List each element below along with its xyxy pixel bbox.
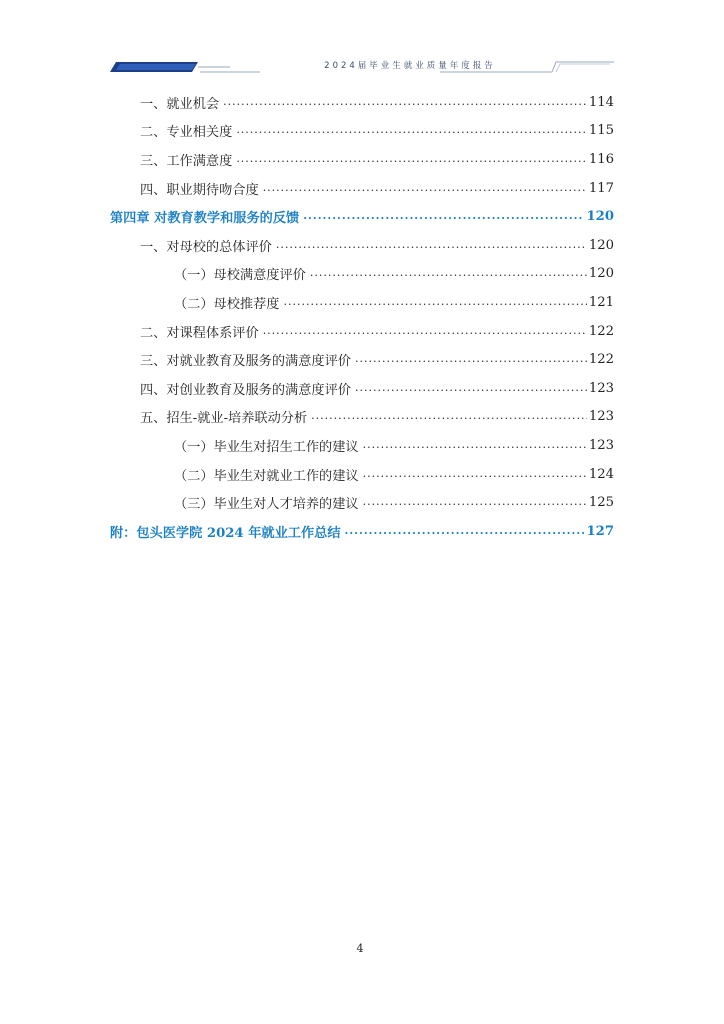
toc-entry-title: （一）毕业生对招生工作的建议 [174,439,359,455]
toc-chapter-entry[interactable] [110,202,614,230]
toc-page-number: 123 [588,437,614,453]
toc-page-number: 124 [588,466,614,482]
toc-entry-title: 二、对课程体系评价 [140,325,259,341]
toc-subentry[interactable] [174,259,614,287]
toc-entry-title: （三）毕业生对人才培养的建议 [174,496,359,512]
toc-page-number: 120 [588,237,614,253]
toc-page-number: 123 [588,380,614,396]
toc-leader-dots [263,323,587,339]
toc-leader-dots [263,180,587,196]
header-title: 2024届毕业生就业质量年度报告 [324,61,496,71]
toc-subentry[interactable] [174,460,614,488]
toc-entry[interactable] [140,116,614,144]
toc-entry-title: 四、职业期待吻合度 [140,182,259,198]
toc-entry-title: （一）母校满意度评价 [174,267,306,283]
toc-entry[interactable] [140,88,614,116]
page-header [110,56,614,78]
toc-subentry[interactable] [174,431,614,459]
toc-subentry[interactable] [174,488,614,516]
toc-entry[interactable] [140,374,614,402]
toc-entry-title: 附：包头医学院 2024 年就业工作总结 [110,525,341,541]
toc-page-number: 116 [588,151,614,167]
toc-entry-title: （二）母校推荐度 [174,296,280,312]
toc-page-number: 114 [588,94,614,110]
toc-page-number: 122 [588,351,614,367]
toc-page-number: 121 [588,294,614,310]
toc-entry-title: 三、工作满意度 [140,153,233,169]
toc-subentry[interactable] [174,288,614,316]
toc-leader-dots [363,466,587,482]
toc-entry[interactable] [140,231,614,259]
toc-leader-dots [363,494,587,510]
toc-entry[interactable] [140,145,614,173]
toc-entry-title: 三、对就业教育及服务的满意度评价 [140,353,351,369]
toc-leader-dots [310,265,587,281]
toc-page-number: 125 [588,494,614,510]
toc-leader-dots [303,208,584,224]
toc-leader-dots [355,351,587,367]
toc-entry-title: 五、招生-就业-培养联动分析 [140,410,308,426]
toc-entry[interactable] [140,345,614,373]
toc-entry[interactable] [140,174,614,202]
toc-page-number: 120 [588,265,614,281]
toc-entry-title: 四、对创业教育及服务的满意度评价 [140,382,351,398]
toc-entry-title: 一、对母校的总体评价 [140,239,272,255]
toc-entry-title: 一、就业机会 [140,96,220,112]
toc-entry-title: 二、专业相关度 [140,124,233,140]
toc-page-number: 117 [588,180,614,196]
toc-leader-dots [345,523,585,539]
toc-leader-dots [276,237,587,253]
toc-entry[interactable] [140,402,614,430]
toc-leader-dots [236,151,587,167]
toc-page-number: 122 [588,323,614,339]
toc-entry-title: （二）毕业生对就业工作的建议 [174,468,359,484]
toc-page-number: 120 [586,208,614,224]
toc-page-number: 115 [588,122,614,138]
page-number: 4 [356,942,364,955]
toc-leader-dots [355,380,587,396]
toc-leader-dots [236,122,587,138]
toc-leader-dots [363,437,587,453]
toc-appendix-entry[interactable] [110,517,614,545]
toc-leader-dots [223,94,587,110]
toc-page-number: 123 [588,408,614,424]
toc-leader-dots [284,294,587,310]
toc-leader-dots [311,408,587,424]
toc-entry[interactable] [140,317,614,345]
toc-entry-title: 第四章 对教育教学和服务的反馈 [110,210,300,226]
toc-page-number: 127 [586,523,614,539]
